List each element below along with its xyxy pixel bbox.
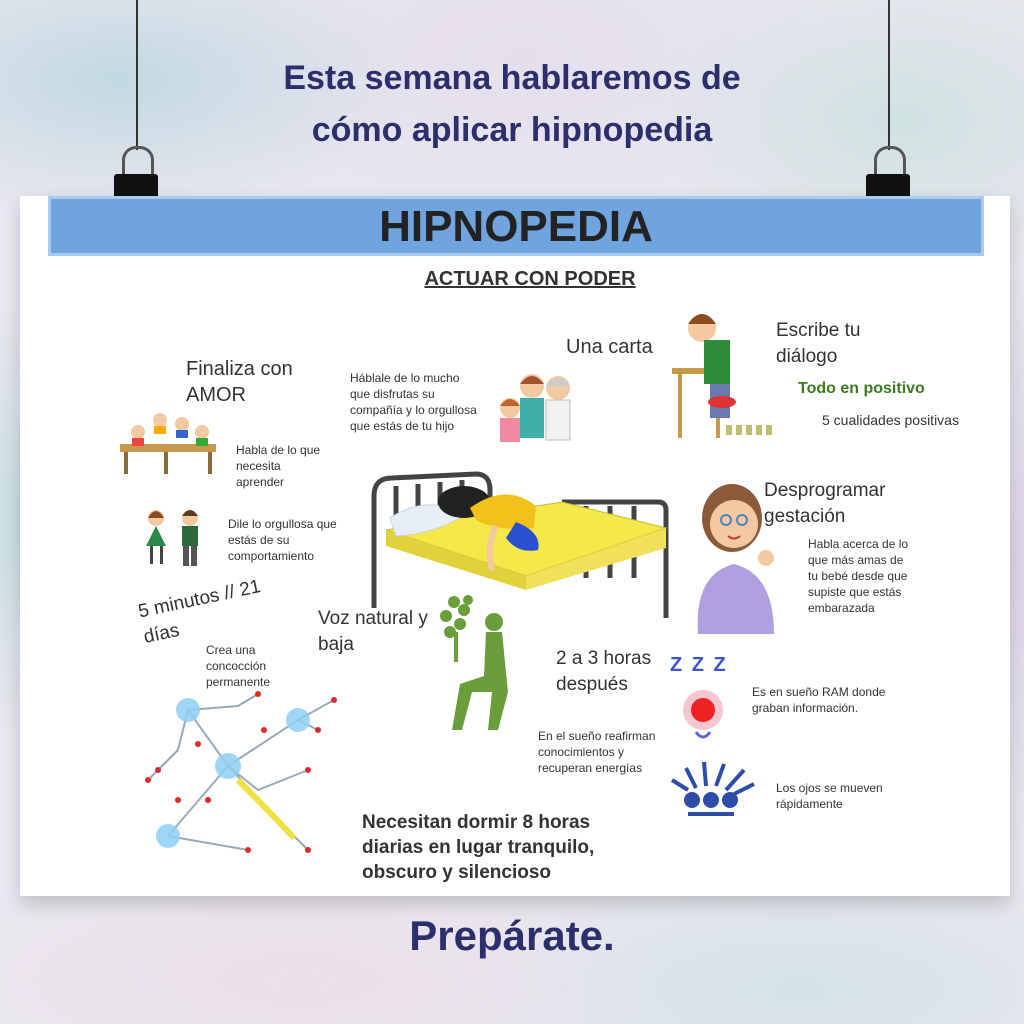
neurons-illustration bbox=[138, 670, 358, 870]
hablale-text: Háblale de lo mucho que disfrutas su compañía y lo orgullosa que estás de tu hijo bbox=[350, 371, 477, 433]
una-carta-label: Una carta bbox=[566, 336, 653, 358]
voz-heading: Voz natural y baja bbox=[318, 608, 428, 655]
desprogramar-heading: Desprogramar gestación bbox=[764, 480, 886, 527]
poster-title: HIPNOPEDIA bbox=[48, 196, 984, 256]
todo-positivo-label: Todo en positivo bbox=[798, 380, 925, 397]
headline: Esta semana hablaremos de cómo aplicar hipnopedia bbox=[283, 59, 741, 149]
reafirman-text: En el sueño reafirman conocimientos y recuperan energías bbox=[538, 729, 656, 775]
green-silhouette-illustration bbox=[432, 592, 532, 732]
moving-eyes-icon bbox=[664, 760, 758, 820]
finaliza-heading: Finaliza con AMOR bbox=[186, 358, 293, 406]
dos-tres-heading: 2 a 3 horas después bbox=[556, 648, 652, 695]
children-illustration bbox=[138, 508, 208, 572]
habla-necesita-text: Habla de lo que necesita aprender bbox=[236, 443, 321, 489]
alarm-clock-icon bbox=[678, 682, 728, 746]
crea-text: Crea una concocción permanente bbox=[206, 643, 271, 689]
ojos-text: Los ojos se mueven rápidamente bbox=[776, 781, 883, 811]
sueno-ram-text: Es en sueño RAM donde graban información. bbox=[752, 685, 886, 715]
zzz-icon: Z Z Z bbox=[670, 654, 728, 676]
habla-acerca-text: Habla acerca de lo que más amas de tu bebé desde que supiste que estás embarazada bbox=[808, 537, 909, 615]
classroom-illustration bbox=[118, 410, 218, 476]
necesitan-text: Necesitan dormir 8 horas diarias en lugar tranquilo, obscuro y silencioso bbox=[362, 812, 595, 883]
footer-text: Prepárate. bbox=[409, 912, 615, 959]
dile-orgullosa-text: Dile lo orgullosa que estás de su comportamiento bbox=[228, 517, 337, 563]
cualidades-label: 5 cualidades positivas bbox=[822, 412, 959, 428]
poster-subtitle: ACTUAR CON PODER bbox=[424, 268, 636, 290]
family-illustration bbox=[490, 366, 580, 446]
cinco-minutos-heading: 5 minutos // 21 días bbox=[136, 576, 263, 648]
escribe-label: Escribe tu diálogo bbox=[776, 320, 861, 367]
